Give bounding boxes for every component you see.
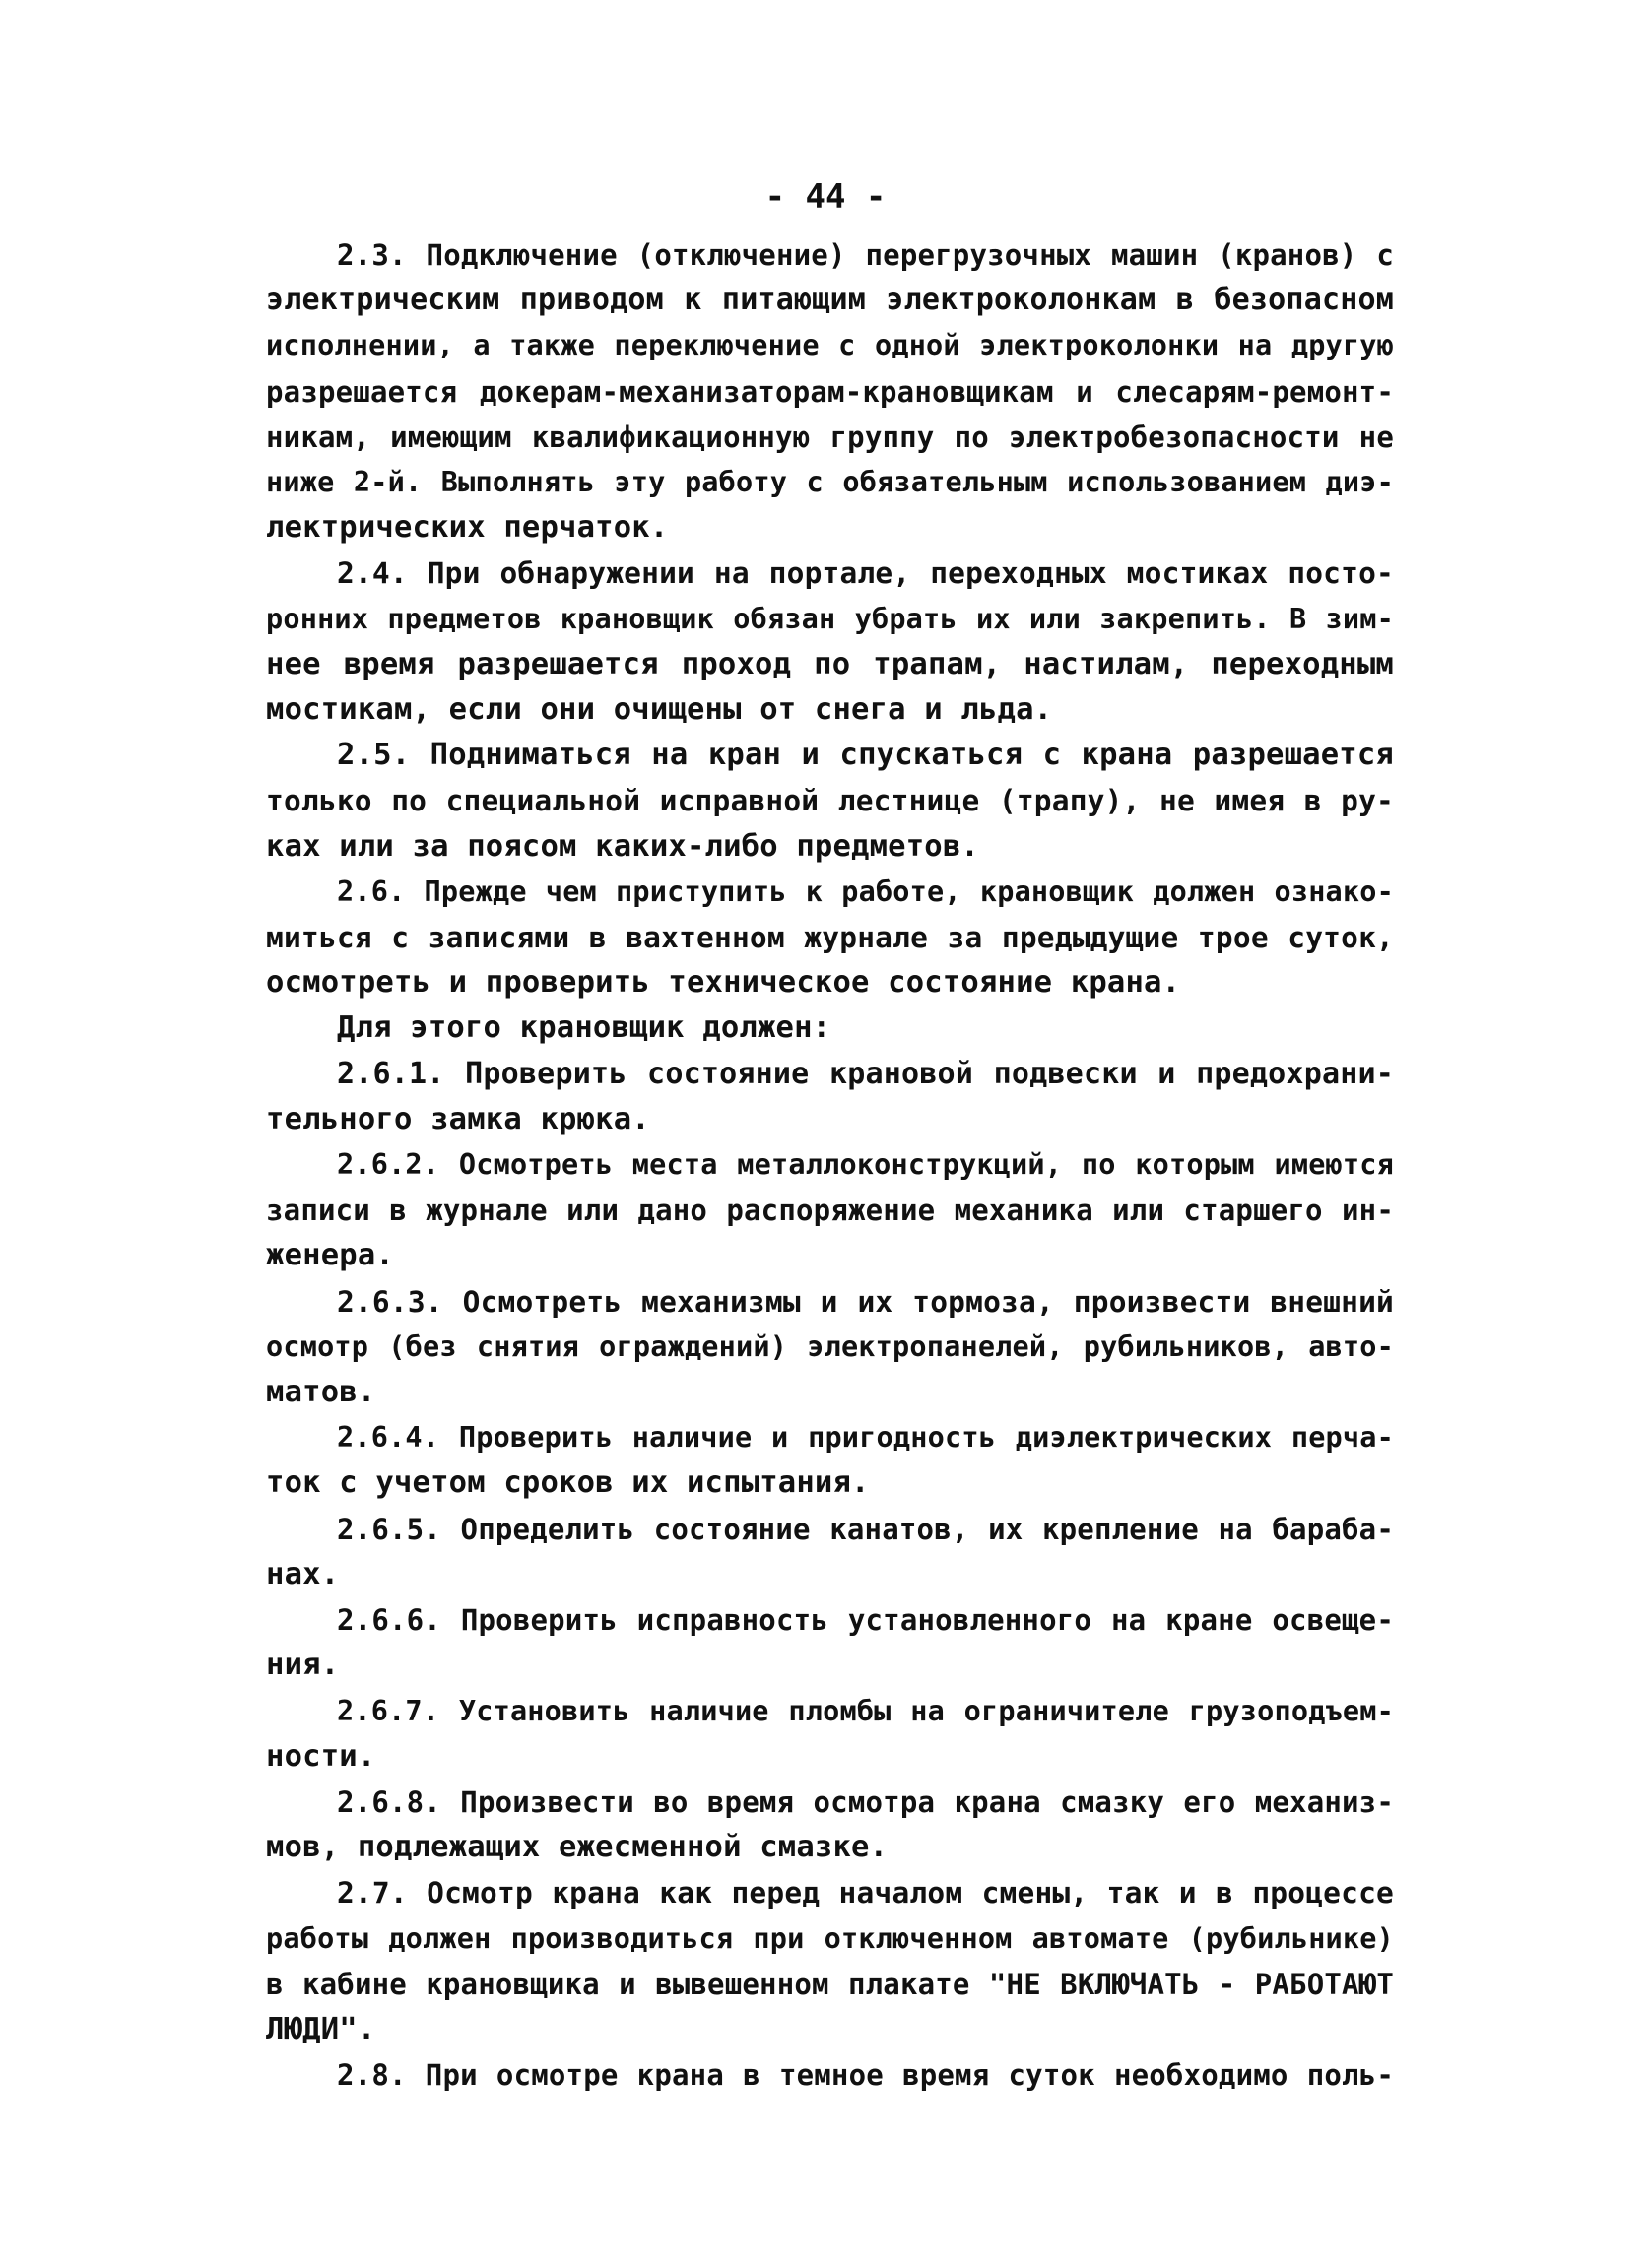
text-line: тельного замка крюка. — [266, 1101, 650, 1136]
text-line: 2.5. Подниматься на кран и спускаться с крана разрешается — [337, 738, 1394, 773]
text-line: 2.6.6. Проверить исправность установленного на кране освеще- — [337, 1603, 1394, 1638]
text-line: ток с учетом сроков их испытания. — [266, 1465, 870, 1501]
text-line: 2.6.2. Осмотреть места металлоконструкций, по которым имеются — [337, 1148, 1394, 1182]
text-line: миться с записями в вахтенном журнале за предыдущие трое суток, — [266, 921, 1394, 955]
text-line: 2.8. При осмотре крана в темное время суток необходимо поль- — [337, 2058, 1394, 2093]
text-line: 2.3. Подключение (отключение) перегрузочных машин (кранов) с — [337, 238, 1394, 272]
text-line: осмотр (без снятия ограждений) электропанелей, рубильников, авто- — [266, 1329, 1394, 1363]
text-line: осмотреть и проверить техническое состояние крана. — [266, 965, 1181, 1001]
text-line: в кабине крановщика и вывешенном плакате "НЕ ВКЛЮЧАТЬ - РАБОТАЮТ — [266, 1967, 1394, 2001]
text-line: ках или за поясом каких-либо предметов. — [266, 828, 979, 864]
text-line: нах. — [266, 1556, 340, 1591]
text-line: ронних предметов крановщик обязан убрать их или закрепить. В зим- — [266, 602, 1394, 635]
text-line: мов, подлежащих ежесменной смазке. — [266, 1830, 889, 1865]
text-line: электрическим приводом к питающим электроколонкам в безопасном — [266, 283, 1394, 318]
text-line: работы должен производиться при отключенном автомате (рубильнике) — [266, 1921, 1394, 1955]
text-line: ности. — [266, 1738, 376, 1774]
text-line: ЛЮДИ". — [266, 2011, 376, 2046]
text-line: разрешается докерам-механизаторам-крановщикам и слесарям-ремонт- — [266, 374, 1394, 409]
text-line: 2.6.8. Произвести во время осмотра крана смазку его механиз- — [337, 1784, 1394, 1819]
text-line: записи в журнале или дано распоряжение механика или старшего ин- — [266, 1194, 1394, 1228]
text-line: 2.6.5. Определить состояние канатов, их крепление на бараба- — [337, 1512, 1394, 1546]
text-line: ния. — [266, 1648, 340, 1683]
text-line: 2.6.1. Проверить состояние крановой подвески и предохрани- — [337, 1056, 1394, 1091]
body-text — [266, 232, 1394, 2098]
text-line: мостикам, если они очищены от снега и льда. — [266, 692, 1053, 728]
text-line: матов. — [266, 1375, 376, 1410]
text-line: Для этого крановщик должен: — [337, 1010, 831, 1046]
text-line: 2.7. Осмотр крана как перед началом смены, так и в процессе — [337, 1876, 1394, 1911]
text-line: ниже 2-й. Выполнять эту работу с обязательным использованием диэ- — [266, 466, 1394, 499]
text-line: 2.6.4. Проверить наличие и пригодность диэлектрических перча- — [337, 1421, 1394, 1455]
text-line: женера. — [266, 1238, 394, 1273]
page-number: - 44 - — [764, 177, 887, 217]
text-line: лектрических перчаток. — [266, 510, 669, 546]
text-line: никам, имеющим квалификационную группу по электробезопасности не — [266, 420, 1394, 454]
text-line: исполнении, а также переключение с одной электроколонки на другую — [266, 329, 1394, 362]
text-line: 2.6.3. Осмотреть механизмы и их тормоза, произвести внешний — [337, 1284, 1394, 1319]
text-line: 2.4. При обнаружении на портале, переходных мостиках посто- — [337, 556, 1394, 591]
text-line: 2.6.7. Установить наличие пломбы на ограничителе грузоподъем- — [337, 1694, 1394, 1727]
text-line: только по специальной исправной лестнице (трапу), не имея в ру- — [266, 784, 1394, 818]
text-line: нее время разрешается проход по трапам, настилам, переходным — [266, 646, 1394, 681]
text-line: 2.6. Прежде чем приступить к работе, крановщик должен ознако- — [337, 875, 1394, 908]
